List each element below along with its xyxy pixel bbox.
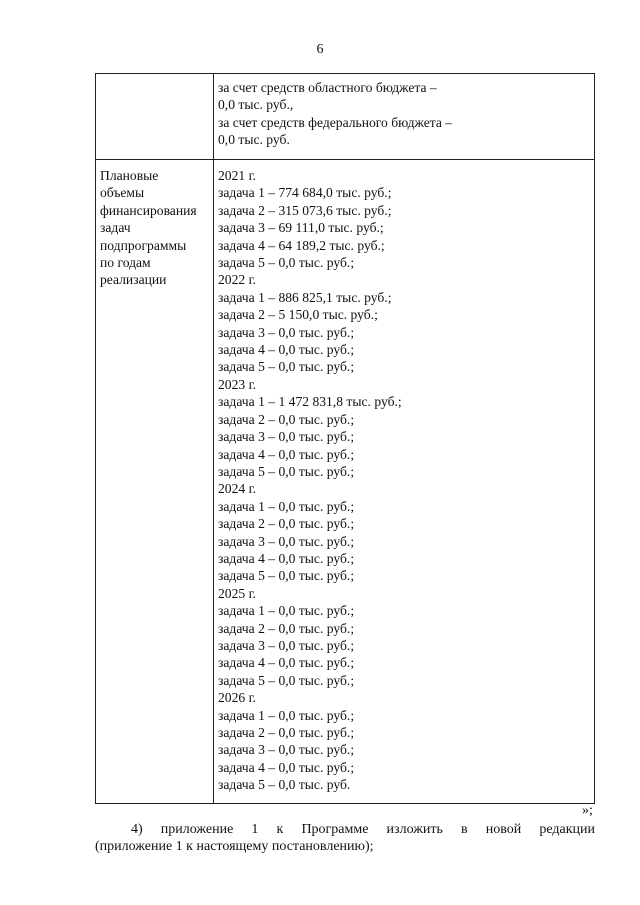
label-line: подпрограммы bbox=[100, 237, 187, 253]
financing-line: задача 3 – 0,0 тыс. руб.; bbox=[218, 533, 355, 549]
financing-line: задача 3 – 0,0 тыс. руб.; bbox=[218, 742, 355, 758]
table-row bbox=[96, 160, 595, 804]
financing-label-lines bbox=[96, 160, 213, 289]
label-line: Плановые bbox=[100, 168, 159, 183]
financing-line: задача 5 – 0,0 тыс. руб.; bbox=[218, 672, 355, 688]
table-cell-budget-sources bbox=[214, 74, 595, 160]
financing-line: задача 2 – 0,0 тыс. руб.; bbox=[218, 725, 355, 740]
financing-by-year-lines bbox=[214, 160, 594, 794]
financing-table bbox=[95, 73, 595, 804]
financing-line: задача 4 – 0,0 тыс. руб.; bbox=[218, 446, 355, 462]
financing-line: 2022 г. bbox=[218, 272, 257, 288]
financing-line: 2025 г. bbox=[218, 585, 257, 601]
financing-line: задача 1 – 886 825,1 тыс. руб.; bbox=[218, 289, 392, 305]
financing-line: задача 1 – 1 472 831,8 тыс. руб.; bbox=[218, 394, 402, 410]
label-line: реализации bbox=[100, 272, 167, 288]
financing-line: задача 2 – 5 150,0 тыс. руб.; bbox=[218, 307, 378, 323]
financing-line: 2026 г. bbox=[218, 690, 257, 706]
financing-line: задача 1 – 0,0 тыс. руб.; bbox=[218, 498, 355, 514]
financing-line: задача 2 – 0,0 тыс. руб.; bbox=[218, 411, 355, 427]
financing-line: задача 1 – 774 684,0 тыс. руб.; bbox=[218, 185, 392, 201]
budget-line: 0,0 тыс. руб. bbox=[218, 132, 290, 148]
financing-line: задача 4 – 0,0 тыс. руб.; bbox=[218, 759, 355, 775]
financing-line: задача 4 – 0,0 тыс. руб.; bbox=[218, 655, 355, 671]
financing-line: задача 3 – 69 111,0 тыс. руб.; bbox=[218, 220, 384, 236]
budget-line: за счет средств областного бюджета – bbox=[218, 80, 437, 95]
financing-line: задача 5 – 0,0 тыс. руб.; bbox=[218, 255, 355, 271]
financing-line: задача 2 – 0,0 тыс. руб.; bbox=[218, 620, 355, 636]
table-row bbox=[96, 74, 595, 160]
page-number: 6 bbox=[316, 42, 324, 57]
financing-line: задача 5 – 0,0 тыс. руб.; bbox=[218, 463, 355, 479]
financing-line: задача 4 – 0,0 тыс. руб.; bbox=[218, 550, 355, 566]
paragraph-line-2: (приложение 1 к настоящему постановлению); bbox=[95, 839, 374, 854]
financing-line: задача 3 – 0,0 тыс. руб.; bbox=[218, 429, 355, 445]
financing-line: задача 1 – 0,0 тыс. руб.; bbox=[218, 603, 355, 619]
label-line: задач bbox=[100, 220, 131, 236]
budget-sources-lines bbox=[214, 74, 594, 149]
budget-line: 0,0 тыс. руб., bbox=[218, 97, 294, 113]
table-cell-empty bbox=[96, 74, 214, 160]
financing-line: задача 5 – 0,0 тыс. руб. bbox=[218, 777, 351, 793]
financing-line: задача 4 – 0,0 тыс. руб.; bbox=[218, 342, 355, 358]
financing-line: 2021 г. bbox=[218, 168, 257, 183]
financing-line: 2024 г. bbox=[218, 481, 257, 497]
financing-line: задача 5 – 0,0 тыс. руб.; bbox=[218, 568, 355, 584]
financing-line: 2023 г. bbox=[218, 376, 257, 392]
table-cell-financing-by-year bbox=[214, 160, 595, 804]
financing-line: задача 4 – 64 189,2 тыс. руб.; bbox=[218, 237, 385, 253]
financing-line: задача 3 – 0,0 тыс. руб.; bbox=[218, 324, 355, 340]
label-line: объемы bbox=[100, 185, 145, 201]
financing-line: задача 2 – 315 073,6 тыс. руб.; bbox=[218, 202, 392, 218]
paragraph-line-1: 4) приложение 1 к Программе изложить в новой редакции bbox=[131, 822, 595, 837]
financing-line: задача 5 – 0,0 тыс. руб.; bbox=[218, 359, 355, 375]
table-cell-label bbox=[96, 160, 214, 804]
financing-line: задача 3 – 0,0 тыс. руб.; bbox=[218, 637, 355, 653]
label-line: по годам bbox=[100, 255, 151, 271]
financing-line: задача 1 – 0,0 тыс. руб.; bbox=[218, 707, 355, 723]
budget-line: за счет средств федерального бюджета – bbox=[218, 114, 453, 130]
label-line: финансирования bbox=[100, 202, 197, 218]
closing-quote-mark: »; bbox=[582, 803, 593, 818]
financing-line: задача 2 – 0,0 тыс. руб.; bbox=[218, 516, 355, 532]
